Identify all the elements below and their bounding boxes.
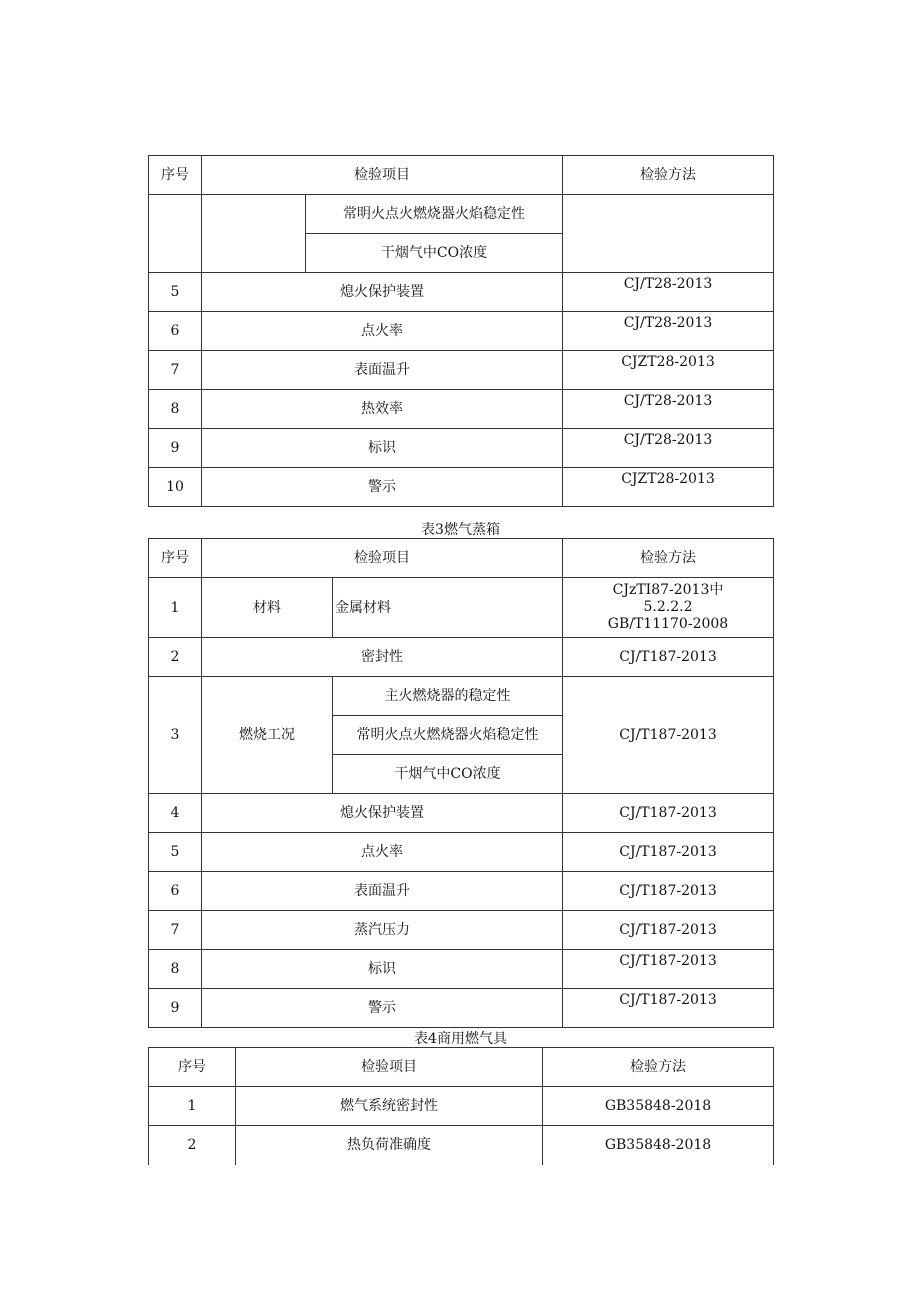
method-line: 5.2.2.2 [643,599,693,615]
row-no: 3 [149,677,202,794]
row-item: 熄火保护装置 [202,794,563,833]
row-method: GB35848-2018 [543,1087,774,1126]
row-method: CJ/T187-2013 [563,872,774,911]
header-item: 检验项目 [202,539,563,578]
row-method: CJ/T187-2013 [563,989,774,1028]
table-row [149,468,774,507]
row-item: 点火率 [202,312,563,351]
sub-item: 干烟气中CO浓度 [333,755,563,794]
table-row [149,989,774,1028]
sub-item: 常明火点火燃烧器火焰稳定性 [333,716,563,755]
method-line: CJzTI87-2013中 [612,582,724,598]
row-method: CJ/T187-2013 [563,911,774,950]
table-row [149,351,774,390]
row-group: 燃烧工况 [202,677,333,794]
row-no: 1 [149,578,202,638]
row-no: 8 [149,950,202,989]
row-no: 2 [149,638,202,677]
row-no: 10 [149,468,202,507]
method-line: GB/T11170-2008 [607,616,729,632]
inspection-table-continued [148,155,774,507]
row-method: CJ/T28-2013 [563,273,774,312]
sub-item: 干烟气中CO浓度 [306,234,563,273]
row-method: CJ/T28-2013 [563,312,774,351]
header-no: 序号 [149,1048,236,1087]
row-no: 9 [149,429,202,468]
row-method: CJZT28-2013 [563,351,774,390]
header-method: 检验方法 [543,1048,774,1087]
cell-method-empty [563,195,774,273]
table-row [149,1126,774,1165]
row-method [563,578,774,638]
table-row [149,429,774,468]
row-no: 4 [149,794,202,833]
inspection-table-3 [148,538,774,1028]
row-method: CJ/T28-2013 [563,429,774,468]
cell-group-empty [202,195,306,273]
header-method: 检验方法 [563,539,774,578]
table-row [149,794,774,833]
table-caption: 表3燃气蒸箱 [421,522,500,538]
table-row [149,312,774,351]
row-method: CJ/T187-2013 [563,638,774,677]
row-method: CJZT28-2013 [563,468,774,507]
header-no: 序号 [149,156,202,195]
table-row [149,911,774,950]
row-group: 材料 [202,578,333,638]
row-item: 表面温升 [202,872,563,911]
table-row [149,273,774,312]
row-method: CJ/T187-2013 [563,677,774,794]
row-item: 燃气系统密封性 [236,1087,543,1126]
row-method: CJ/T187-2013 [563,833,774,872]
row-item: 标识 [202,429,563,468]
row-no: 5 [149,273,202,312]
row-no: 6 [149,872,202,911]
table-row [149,638,774,677]
sub-item: 主火燃烧器的稳定性 [333,677,563,716]
row-item: 密封性 [202,638,563,677]
header-item: 检验项目 [236,1048,543,1087]
sub-item: 常明火点火燃烧器火焰稳定性 [306,195,563,234]
table-caption: 表4商用燃气具 [414,1031,507,1047]
row-method: CJ/T187-2013 [563,794,774,833]
row-item: 警示 [202,989,563,1028]
header-method: 检验方法 [563,156,774,195]
row-item: 警示 [202,468,563,507]
row-item: 热效率 [202,390,563,429]
table-row [149,833,774,872]
table-row [149,950,774,989]
row-no: 2 [149,1126,236,1165]
row-item: 蒸汽压力 [202,911,563,950]
row-item: 点火率 [202,833,563,872]
table-row [149,578,774,638]
cell-no-empty [149,195,202,273]
header-item: 检验项目 [202,156,563,195]
table-row [149,1087,774,1126]
row-no: 1 [149,1087,236,1126]
table-row [149,677,774,716]
row-no: 7 [149,351,202,390]
row-item: 标识 [202,950,563,989]
table-row [149,390,774,429]
table-row [149,872,774,911]
row-method: CJ/T28-2013 [563,390,774,429]
row-no: 8 [149,390,202,429]
row-method: GB35848-2018 [543,1126,774,1165]
row-no: 6 [149,312,202,351]
row-item: 熄火保护装置 [202,273,563,312]
row-method: CJ/T187-2013 [563,950,774,989]
row-item: 热负荷准确度 [236,1126,543,1165]
sub-item: 金属材料 [333,578,563,638]
row-no: 9 [149,989,202,1028]
header-no: 序号 [149,539,202,578]
row-no: 5 [149,833,202,872]
row-no: 7 [149,911,202,950]
inspection-table-4 [148,1047,774,1165]
row-item: 表面温升 [202,351,563,390]
